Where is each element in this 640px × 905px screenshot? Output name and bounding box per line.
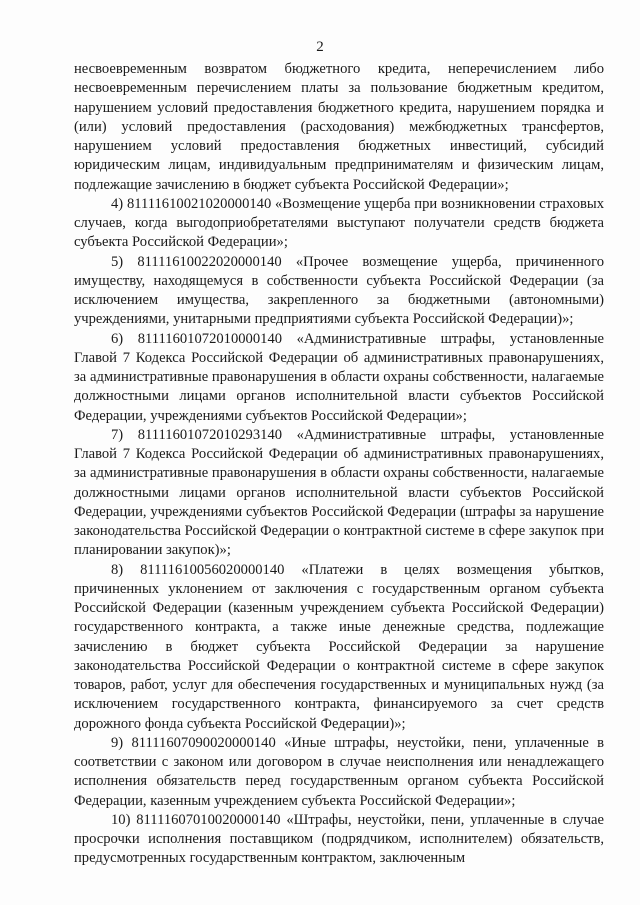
list-item-6: 6) 81111601072010000140 «Административные штрафы, установленные Главой 7 Кодекса Российской Федерации об административных правонарушениях, за административные правонарушения в области охраны собственности, налагаемые должностными лицами органов исполнительной власти субъектов Российской Федерации, учреждениями субъектов Российской Федерации»; <box>74 330 604 424</box>
list-item-5: 5) 81111610022020000140 «Прочее возмещение ущерба, причиненного имуществу, находящемуся в собственности субъекта Российской Федерации (за исключением имущества, закрепленного за бюджетными (автономными) учреждениями, унитарными предприятиями субъекта Российской Федерации)»; <box>74 253 604 328</box>
list-item-10: 10) 81111607010020000140 «Штрафы, неустойки, пени, уплаченные в случае просрочки исполнения поставщиком (подрядчиком, исполнителем) обязательств, предусмотренных государственным контрактом, заключенным <box>74 811 604 867</box>
list-item-8: 8) 81111610056020000140 «Платежи в целях возмещения убытков, причиненных уклонением от заключения с государственным органом субъекта Российской Федерации (казенным учреждением субъекта Российской Федерации) государственного контракта, а также иные денежные средства, подлежащие зачислению в бюджет субъекта Российской Федерации за нарушение законодательства Российской Федерации о контрактной системе в сфере закупок товаров, работ, услуг для обеспечения государственных и муниципальных нужд (за исключением государственного контракта, финансируемого за счет средств дорожного фонда субъекта Российской Федерации)»; <box>74 561 604 732</box>
list-item-4: 4) 81111610021020000140 «Возмещение ущерба при возникновении страховых случаев, когда выгодоприобретателями выступают получатели средств бюджета субъекта Российской Федерации»; <box>74 195 604 251</box>
list-item-9: 9) 81111607090020000140 «Иные штрафы, неустойки, пени, уплаченные в соответствии с законом или договором в случае неисполнения или ненадлежащего исполнения обязательств перед государственным органом субъекта Российской Федерации, казенным учреждением субъекта Российской Федерации»; <box>74 734 604 809</box>
list-item-7: 7) 81111601072010293140 «Административные штрафы, установленные Главой 7 Кодекса Российской Федерации об административных правонарушениях, за административные правонарушения в области охраны собственности, налагаемые должностными лицами органов исполнительной власти субъектов Российской Федерации, учреждениями субъектов Российской Федерации (штрафы за нарушение законодательства Российской Федерации о контрактной системе в сфере закупок при планировании закупок)»; <box>74 426 604 559</box>
paragraph-continuation: несвоевременным возвратом бюджетного кредита, неперечислением либо несвоевременным перечислением платы за пользование бюджетным кредитом, нарушением условий предоставления бюджетного кредита, нарушением порядка и (или) условий предоставления (расходования) межбюджетных трансфертов, нарушением условий предоставления бюджетных инвестиций, субсидий юридическим лицам, индивидуальным предпринимателям и физическим лицам, подлежащие зачислению в бюджет субъекта Российской Федерации»; <box>74 61 604 193</box>
page-number: 2 <box>316 39 324 55</box>
document-body <box>74 60 604 869</box>
